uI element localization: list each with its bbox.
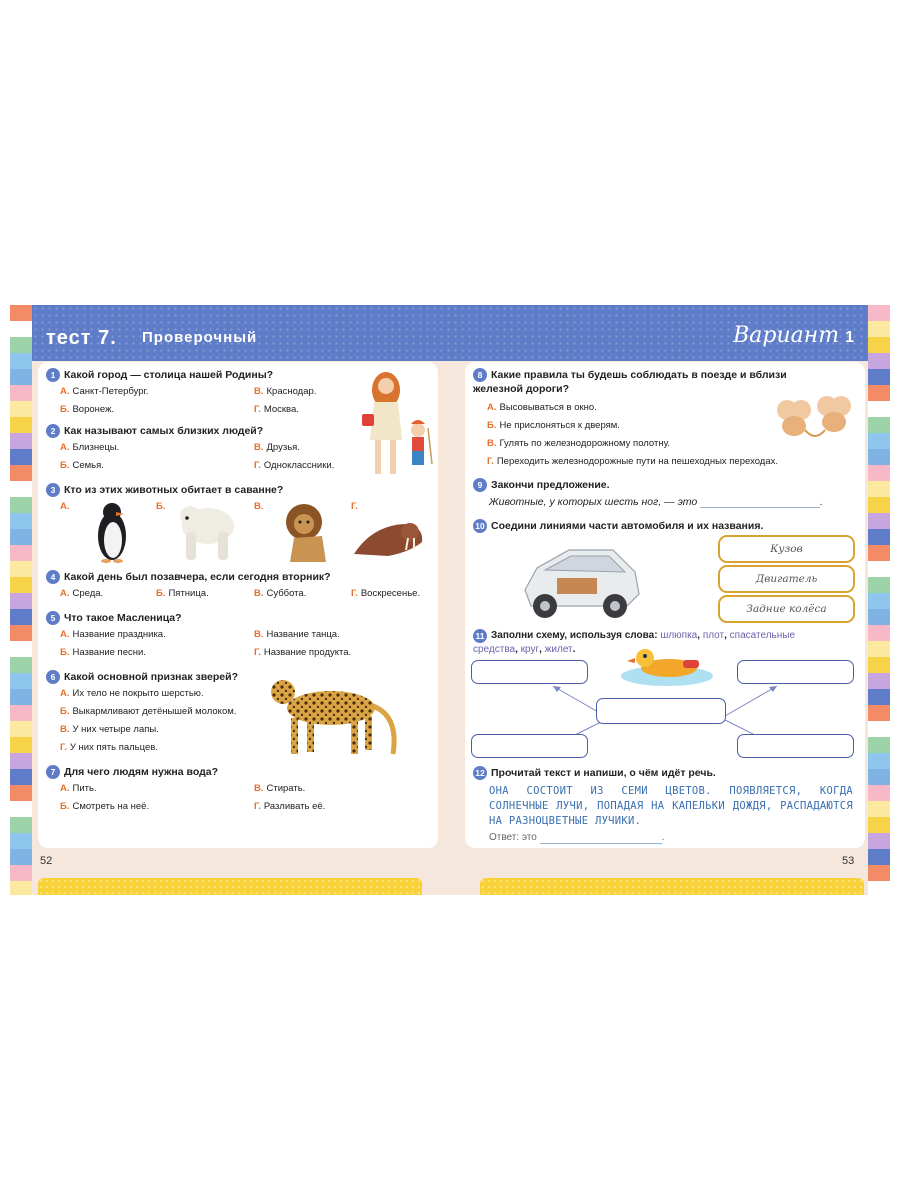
option-letter: Б. xyxy=(60,706,70,717)
option xyxy=(156,588,209,600)
stripe-square xyxy=(10,721,32,737)
option-letter: Г. xyxy=(254,460,261,471)
stripe-square xyxy=(10,881,32,895)
option xyxy=(254,647,351,659)
option-letter: В. xyxy=(254,629,264,640)
word-boat: шлюпка xyxy=(660,630,698,641)
stripe-square xyxy=(10,625,32,641)
option-letter: Г. xyxy=(254,647,261,658)
question-7 xyxy=(46,765,218,779)
option xyxy=(60,724,159,736)
option-text: Выкармливают детёнышей молоком. xyxy=(72,706,237,717)
label-box-engine[interactable]: Двигатель xyxy=(718,565,855,593)
option xyxy=(254,588,306,600)
option-text: У них пять пальцев. xyxy=(69,742,158,753)
stripe-square xyxy=(10,865,32,881)
stripe-square xyxy=(868,801,890,817)
leopard-image xyxy=(263,668,413,760)
scheme-box-center[interactable] xyxy=(596,698,726,724)
option-text: Не прислоняться к дверям. xyxy=(499,420,620,431)
scheme-box-top-left[interactable] xyxy=(471,660,588,684)
stripe-square xyxy=(868,705,890,721)
option-letter: Б. xyxy=(156,588,166,599)
option xyxy=(351,588,420,600)
option xyxy=(487,456,778,468)
option-text: Воскресенье. xyxy=(360,588,421,599)
stripe-square xyxy=(868,609,890,625)
sentence-text: Животные, у которых шесть ног, — это xyxy=(489,496,698,508)
test-title: Проверочный xyxy=(142,329,258,346)
mice-illustration xyxy=(765,390,859,446)
stripe-square xyxy=(868,849,890,865)
option-letter: Б. xyxy=(60,404,70,415)
stripe-square xyxy=(10,609,32,625)
stripe-square xyxy=(868,673,890,689)
option-letter: В. xyxy=(254,442,264,453)
stripe-square xyxy=(10,801,32,817)
stripe-square xyxy=(868,401,890,417)
stripe-square xyxy=(10,705,32,721)
stripe-square xyxy=(868,433,890,449)
scheme-box-bottom-left[interactable] xyxy=(471,734,588,758)
stripe-square xyxy=(10,657,32,673)
question-number: 10 xyxy=(473,519,487,533)
option-letter: Г. xyxy=(351,501,358,512)
stripe-square xyxy=(10,593,32,609)
walrus-image xyxy=(348,512,428,560)
question-4 xyxy=(46,570,331,584)
question-text: Что такое Масленица? xyxy=(64,612,182,624)
question-6 xyxy=(46,670,238,684)
stripe-square xyxy=(868,385,890,401)
option-text: Высовываться в окно. xyxy=(499,402,597,413)
question-number: 3 xyxy=(46,483,60,497)
stripe-square xyxy=(10,561,32,577)
answer-line[interactable] xyxy=(700,507,820,508)
stripe-square xyxy=(868,497,890,513)
question-2 xyxy=(46,424,263,438)
lion-image xyxy=(278,500,336,564)
option-text: Суббота. xyxy=(266,588,307,599)
stripe-square xyxy=(10,449,32,465)
option-letter: А. xyxy=(60,588,70,599)
question-9 xyxy=(473,478,610,492)
stripe-square xyxy=(10,465,32,481)
question-number: 12 xyxy=(473,766,487,780)
stripe-square xyxy=(868,353,890,369)
option-b-label xyxy=(156,501,168,513)
scheme-box-top-right[interactable] xyxy=(737,660,854,684)
option xyxy=(487,402,597,414)
stripe-square xyxy=(10,753,32,769)
option-text: Санкт-Петербург. xyxy=(72,386,149,397)
option-text: Друзья. xyxy=(266,442,300,453)
option xyxy=(60,460,104,472)
stripe-square xyxy=(868,305,890,321)
stripe-square xyxy=(10,353,32,369)
stripe-square xyxy=(10,769,32,785)
bottom-yellow-band-right xyxy=(480,878,864,895)
option xyxy=(60,386,149,398)
option-letter: Б. xyxy=(487,420,497,431)
option-text: Разливать её. xyxy=(263,801,326,812)
variant-label xyxy=(733,323,854,348)
stripe-square xyxy=(10,417,32,433)
stripe-square xyxy=(868,481,890,497)
stripe-square xyxy=(10,433,32,449)
right-color-stripe xyxy=(868,305,890,895)
stripe-square xyxy=(868,417,890,433)
stripe-square xyxy=(868,369,890,385)
question-number: 1 xyxy=(46,368,60,382)
answer-label: Ответ: xyxy=(489,832,520,843)
stripe-square xyxy=(868,753,890,769)
comma: , xyxy=(724,630,727,641)
question-number: 2 xyxy=(46,424,60,438)
stripe-square xyxy=(868,561,890,577)
stripe-square xyxy=(10,673,32,689)
option xyxy=(487,438,670,450)
label-box-rear-wheels[interactable]: Задние колёса xyxy=(718,595,855,623)
sentence-to-complete xyxy=(489,496,823,508)
option-letter: А. xyxy=(60,501,70,512)
question-number: 8 xyxy=(473,368,487,382)
option xyxy=(254,629,340,641)
left-color-stripe xyxy=(10,305,32,895)
option-text: Стирать. xyxy=(266,783,306,794)
option xyxy=(60,442,119,454)
stripe-square xyxy=(10,497,32,513)
option-letter: А. xyxy=(60,442,70,453)
word-rescue-means: спасательные средства xyxy=(473,630,796,655)
page-number-left: 52 xyxy=(40,855,53,867)
option-a-label xyxy=(60,501,73,513)
question-text: Какой день был позавчера, если сегодня вторник? xyxy=(64,571,331,583)
stripe-square xyxy=(10,689,32,705)
option-letter: Б. xyxy=(60,801,70,812)
stripe-square xyxy=(10,833,32,849)
option-letter: Г. xyxy=(351,588,358,599)
stripe-square xyxy=(868,641,890,657)
question-number: 5 xyxy=(46,611,60,625)
option-text: Название песни. xyxy=(72,647,146,658)
stripe-square xyxy=(10,785,32,801)
option-letter: А. xyxy=(60,629,70,640)
stripe-square xyxy=(868,577,890,593)
option xyxy=(60,801,149,813)
rainbow-passage: ОНА СОСТОИТ ИЗ СЕМИ ЦВЕТОВ. ПОЯВЛЯЕТСЯ, КОГДА СОЛНЕЧНЫЕ ЛУЧИ, ПОПАДАЯ НА КАПЕЛЬКИ ДОЖДЯ, РАСПАДАЮТСЯ НА РАЗНОЦВЕТНЫЕ ЛУЧИКИ. xyxy=(489,785,853,827)
option-letter: А. xyxy=(60,783,70,794)
option-letter: А. xyxy=(60,688,70,699)
option-letter: В. xyxy=(254,783,264,794)
answer-prefix: это xyxy=(521,832,537,843)
option-text: Пятница. xyxy=(168,588,209,599)
option-text: Название продукта. xyxy=(263,647,352,658)
option-text: Одноклассники. xyxy=(263,460,335,471)
left-page-card xyxy=(38,362,438,848)
option xyxy=(254,801,325,813)
stripe-square xyxy=(10,849,32,865)
stripe-square xyxy=(10,481,32,497)
stripe-square xyxy=(10,817,32,833)
question-10 xyxy=(473,519,763,533)
option xyxy=(60,629,166,641)
option xyxy=(254,783,305,795)
word-ring: круг xyxy=(520,644,540,655)
variant-number: 1 xyxy=(845,329,854,346)
page-header xyxy=(32,305,868,361)
stripe-square xyxy=(868,769,890,785)
test-number: тест 7. xyxy=(46,327,117,349)
sentence-end: . xyxy=(820,496,824,508)
stripe-square xyxy=(10,529,32,545)
option-text: Близнецы. xyxy=(72,442,120,453)
stripe-square xyxy=(868,785,890,801)
option-text: Название праздника. xyxy=(72,629,166,640)
stripe-square xyxy=(868,689,890,705)
penguin-image xyxy=(86,500,138,564)
question-number: 11 xyxy=(473,629,487,643)
question-12 xyxy=(473,766,716,780)
question-text: Какой основной признак зверей? xyxy=(64,671,239,683)
question-number: 7 xyxy=(46,765,60,779)
option-letter: Б. xyxy=(60,647,70,658)
option-text: Гулять по железнодорожному полотну. xyxy=(499,438,671,449)
option-text: Смотреть на неё. xyxy=(72,801,150,812)
stripe-square xyxy=(10,337,32,353)
bottom-yellow-band-left xyxy=(38,878,422,895)
option-c-label xyxy=(254,501,267,513)
question-prefix: Заполни схему, используя слова: xyxy=(491,630,658,641)
comma: , xyxy=(539,644,542,655)
answer-line[interactable] xyxy=(540,843,662,844)
question-5 xyxy=(46,611,182,625)
option-letter: Г. xyxy=(487,456,494,467)
question-text: Какой город — столица нашей Родины? xyxy=(64,369,274,381)
option-letter: А. xyxy=(60,386,70,397)
option xyxy=(60,742,158,754)
option-text: У них четыре лапы. xyxy=(72,724,159,735)
comma: , xyxy=(697,630,701,641)
stripe-square xyxy=(868,737,890,753)
option xyxy=(60,783,97,795)
option-text: Их тело не покрыто шерстью. xyxy=(72,688,204,699)
question-text: Как называют самых близких людей? xyxy=(64,425,264,437)
stripe-square xyxy=(10,513,32,529)
option-letter: Г. xyxy=(60,742,67,753)
option-text: Семья. xyxy=(72,460,104,471)
stripe-square xyxy=(10,545,32,561)
option-text: Переходить железнодорожные пути на пешеходных переходах. xyxy=(496,456,779,467)
stripe-square xyxy=(868,865,890,881)
question-text: Кто из этих животных обитает в саванне? xyxy=(64,484,284,496)
stripe-square xyxy=(868,545,890,561)
stripe-square xyxy=(10,385,32,401)
car-chassis-image xyxy=(517,538,645,624)
option-letter: Г. xyxy=(254,801,261,812)
word-raft: плот xyxy=(702,630,725,641)
option xyxy=(487,420,620,432)
question-text: Для чего людям нужна вода? xyxy=(64,766,219,778)
option xyxy=(254,386,316,398)
option xyxy=(60,688,204,700)
option-text: Среда. xyxy=(72,588,104,599)
stripe-square xyxy=(868,833,890,849)
stripe-square xyxy=(10,369,32,385)
question-text: Прочитай текст и напиши, о чём идёт речь. xyxy=(491,767,716,779)
option-letter: А. xyxy=(487,402,497,413)
scheme-box-bottom-right[interactable] xyxy=(737,734,854,758)
sentence-end: . xyxy=(572,644,576,655)
workbook-spread xyxy=(10,305,890,895)
option xyxy=(254,460,334,472)
mother-and-child-illustration xyxy=(356,368,436,480)
option xyxy=(60,404,114,416)
option-letter: В. xyxy=(60,724,70,735)
stripe-square xyxy=(868,337,890,353)
stripe-square xyxy=(868,449,890,465)
label-box-body[interactable]: Кузов xyxy=(718,535,855,563)
stripe-square xyxy=(10,737,32,753)
option xyxy=(254,442,300,454)
option-letter: В. xyxy=(487,438,497,449)
option-text: Пить. xyxy=(72,783,97,794)
question-1 xyxy=(46,368,273,382)
question-text: Соедини линиями части автомобиля и их названия. xyxy=(491,520,764,532)
question-3 xyxy=(46,483,283,497)
stripe-square xyxy=(868,657,890,673)
question-text: Какие правила ты будешь соблюдать в поезде и вблизи железной дороги? xyxy=(473,369,787,395)
question-text: Закончи предложение. xyxy=(491,479,610,491)
question-number: 6 xyxy=(46,670,60,684)
option xyxy=(254,404,299,416)
option xyxy=(60,647,146,659)
stripe-square xyxy=(868,321,890,337)
option-letter: Б. xyxy=(156,501,166,512)
stripe-square xyxy=(868,593,890,609)
stripe-square xyxy=(868,721,890,737)
stripe-square xyxy=(868,625,890,641)
option-letter: Б. xyxy=(60,460,70,471)
stripe-square xyxy=(868,465,890,481)
option-text: Краснодар. xyxy=(266,386,317,397)
stripe-square xyxy=(10,641,32,657)
stripe-square xyxy=(10,401,32,417)
answer-end: . xyxy=(661,832,665,843)
polar-bear-image xyxy=(174,502,242,562)
option-letter: В. xyxy=(254,588,264,599)
stripe-square xyxy=(10,321,32,337)
option-text: Москва. xyxy=(263,404,299,415)
stripe-square xyxy=(868,817,890,833)
answer-row xyxy=(489,832,664,844)
stripe-square xyxy=(868,513,890,529)
stripe-square xyxy=(868,529,890,545)
stripe-square xyxy=(10,577,32,593)
comma: , xyxy=(515,644,518,655)
stripe-square xyxy=(868,881,890,895)
option xyxy=(60,706,236,718)
question-number: 4 xyxy=(46,570,60,584)
right-page-card xyxy=(465,362,865,848)
option-letter: В. xyxy=(254,386,264,397)
option-text: Воронеж. xyxy=(72,404,115,415)
option-letter: Г. xyxy=(254,404,261,415)
variant-text: Вариант xyxy=(733,323,840,348)
stripe-square xyxy=(10,305,32,321)
option-text: Название танца. xyxy=(266,629,340,640)
option xyxy=(60,588,103,600)
word-vest: жилет xyxy=(544,644,573,655)
page-number-right: 53 xyxy=(842,855,855,867)
question-number: 9 xyxy=(473,478,487,492)
option-letter: В. xyxy=(254,501,264,512)
